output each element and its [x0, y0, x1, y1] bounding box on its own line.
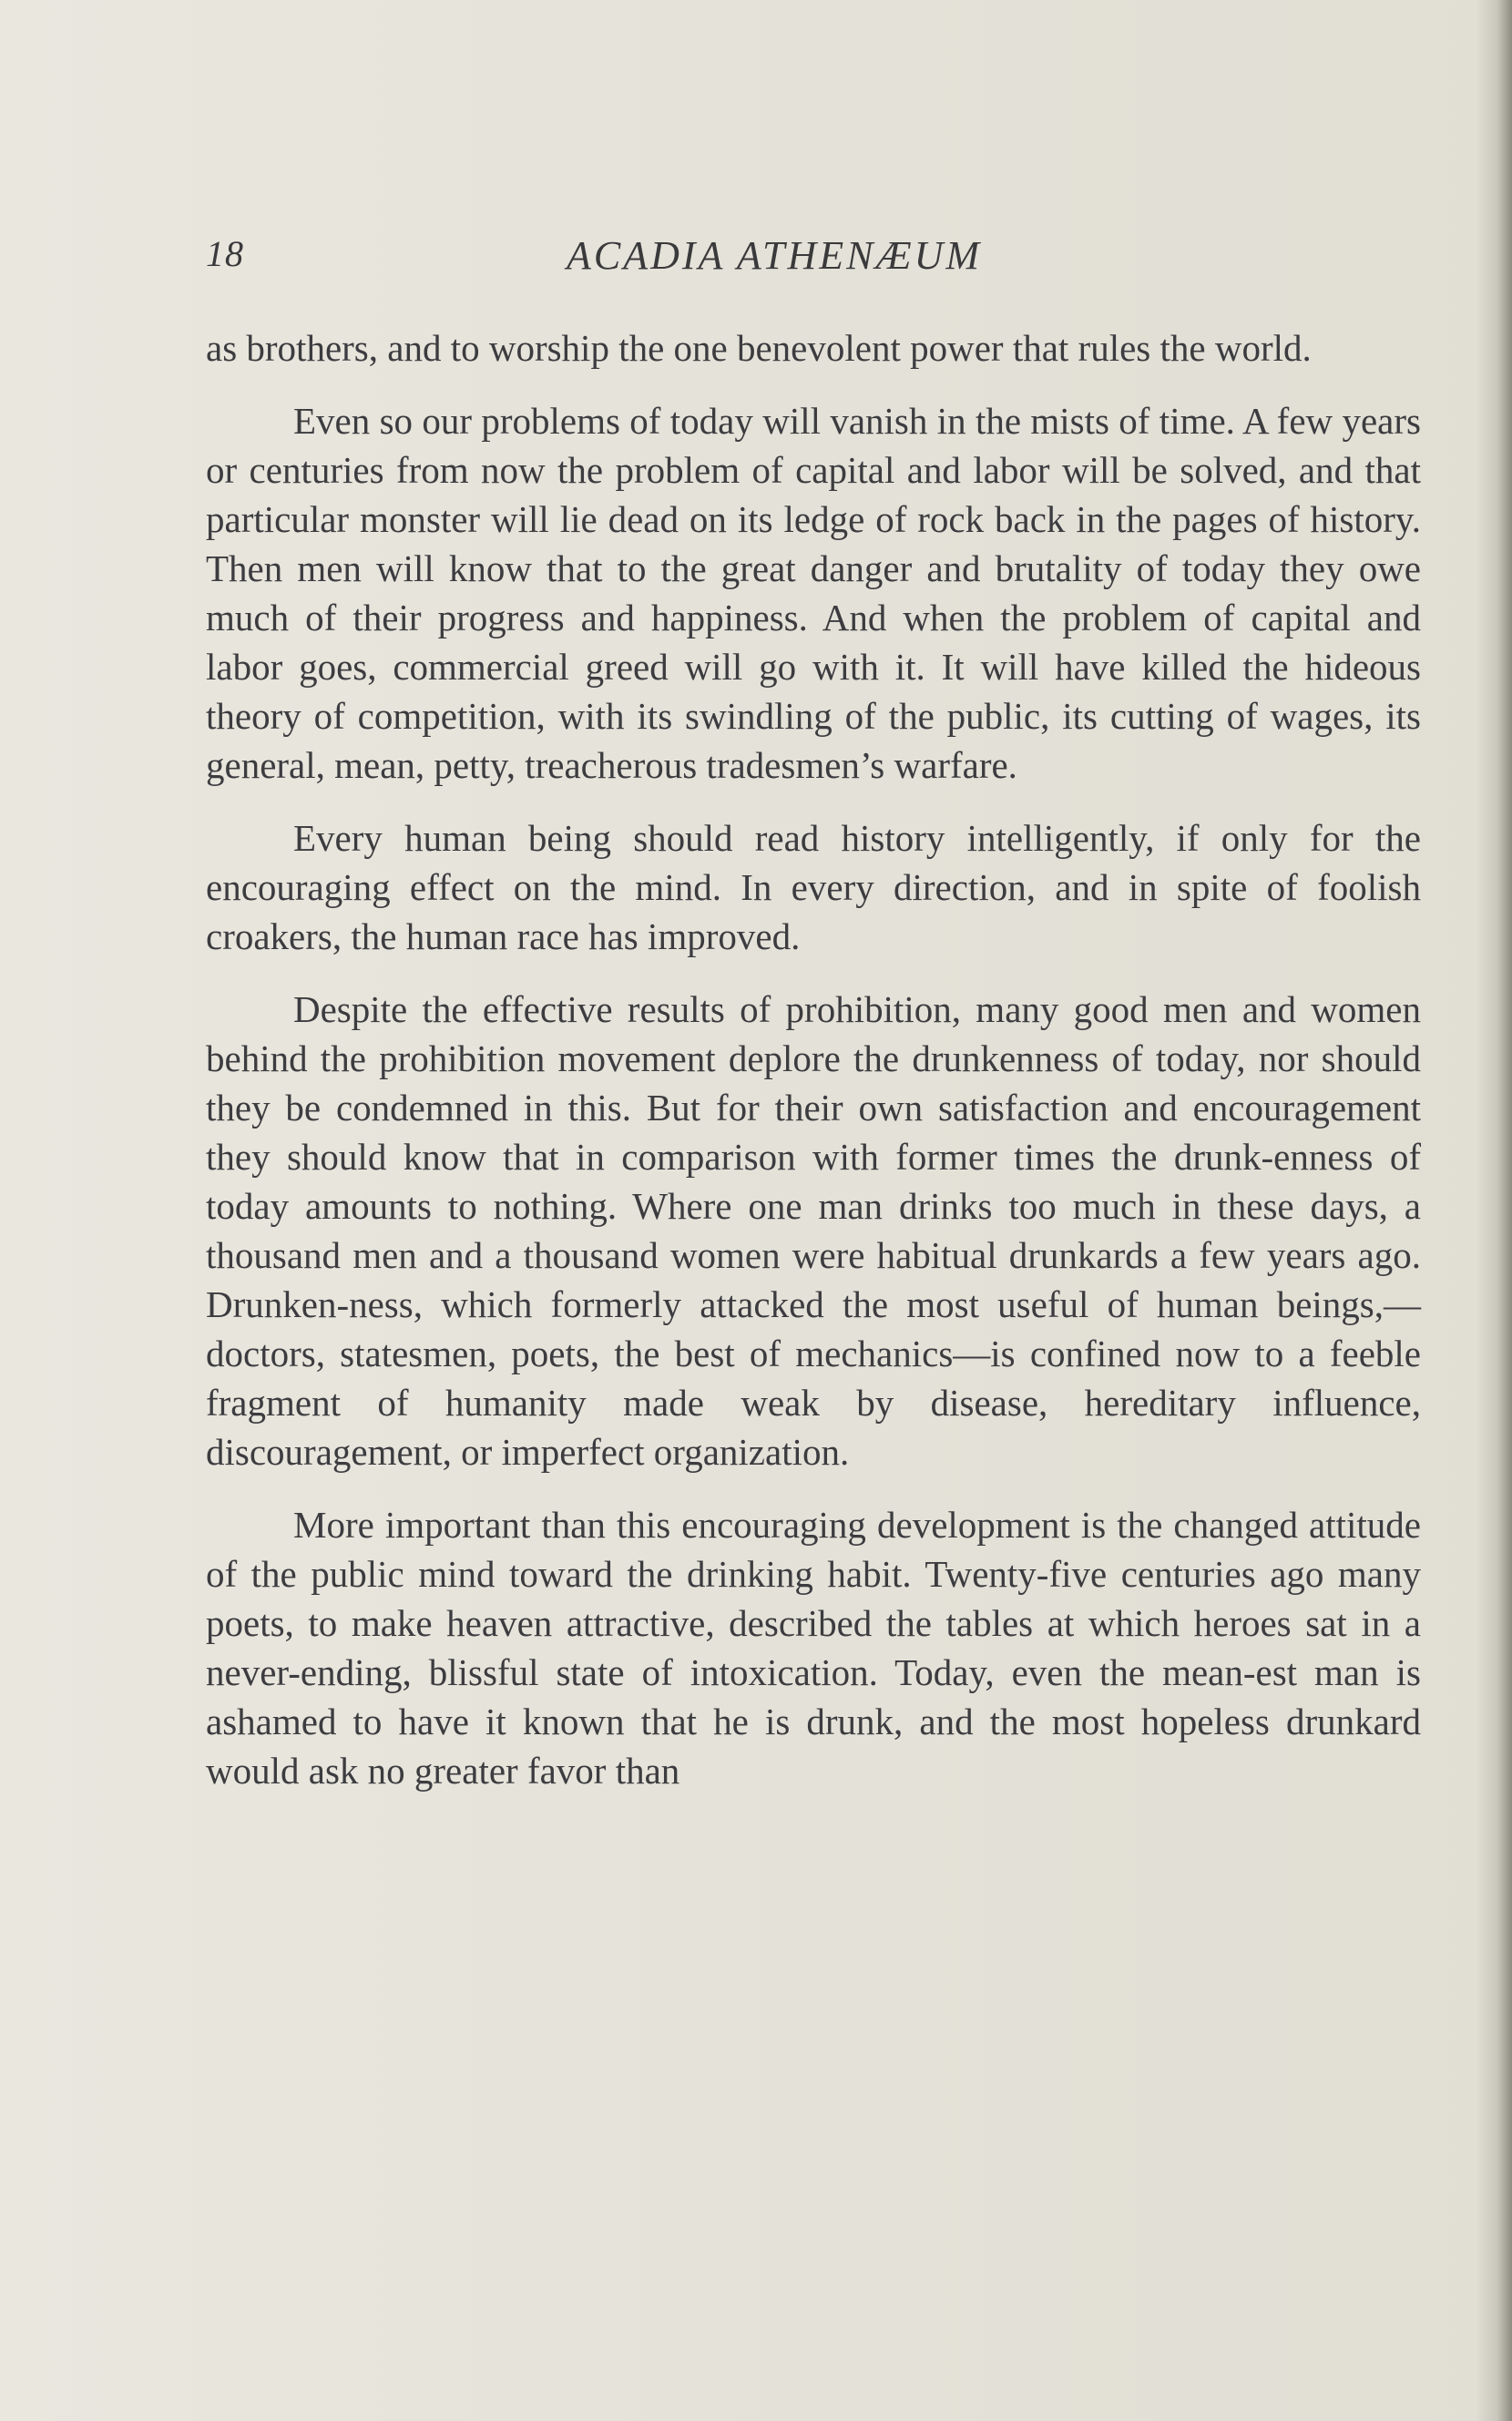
paragraph: Despite the effective results of prohibition, many good men and women behind the prohibition movement deplore the drunkenness of today, nor should they be condemned in this. But for their own satisfaction and encouragement they should know that in comparison with former times the drunk-enness of today amounts to nothing. Where one man drinks too much in these days, a thousand men and a thousand women were habitual drunkards a few years ago. Drunken-ness, which formerly attacked the most useful of human beings,—doctors, statesmen, poets, the best of mechanics—is confined now to a feeble fragment of humanity made weak by disease, hereditary influence, discouragement, or imperfect organization.: [206, 988, 1421, 1473]
journal-title: ACADIA ATHENÆUM: [567, 233, 983, 278]
page-number: 18: [206, 233, 244, 274]
paragraph-continued: as brothers, and to worship the one benevolent power that rules the world.: [206, 327, 1312, 369]
paragraph: More important than this encouraging development is the changed attitude of the public mind toward the drinking habit. Twenty-five centuries ago many poets, to make heaven attractive, described the tables at which heroes sat in a never-ending, blissful state of intoxication. Today, even the mean-est man is ashamed to have it known that he is drunk, and the most hopeless drunkard would ask no greater favor than: [206, 1504, 1421, 1792]
paragraph: Even so our problems of today will vanish in the mists of time. A few years or centuries from now the problem of capital and labor will be solved, and that particular monster will lie dead on its ledge of rock back in the pages of history. Then men will know that to the great danger and brutality of today they owe much of their progress and happiness. And when the problem of capital and labor goes, commercial greed will go with it. It will have killed the hideous theory of competition, with its swindling of the public, its cutting of wages, its general, mean, petty, treacherous tradesmen’s warfare.: [206, 400, 1421, 786]
page-edge-shadow: [1476, 0, 1512, 2421]
running-head: [206, 232, 1421, 287]
paragraph: Every human being should read history intelligently, if only for the encouraging effect on the mind. In every direction, and in spite of foolish croakers, the human race has improved.: [206, 817, 1421, 957]
body-text: [206, 323, 1421, 1819]
